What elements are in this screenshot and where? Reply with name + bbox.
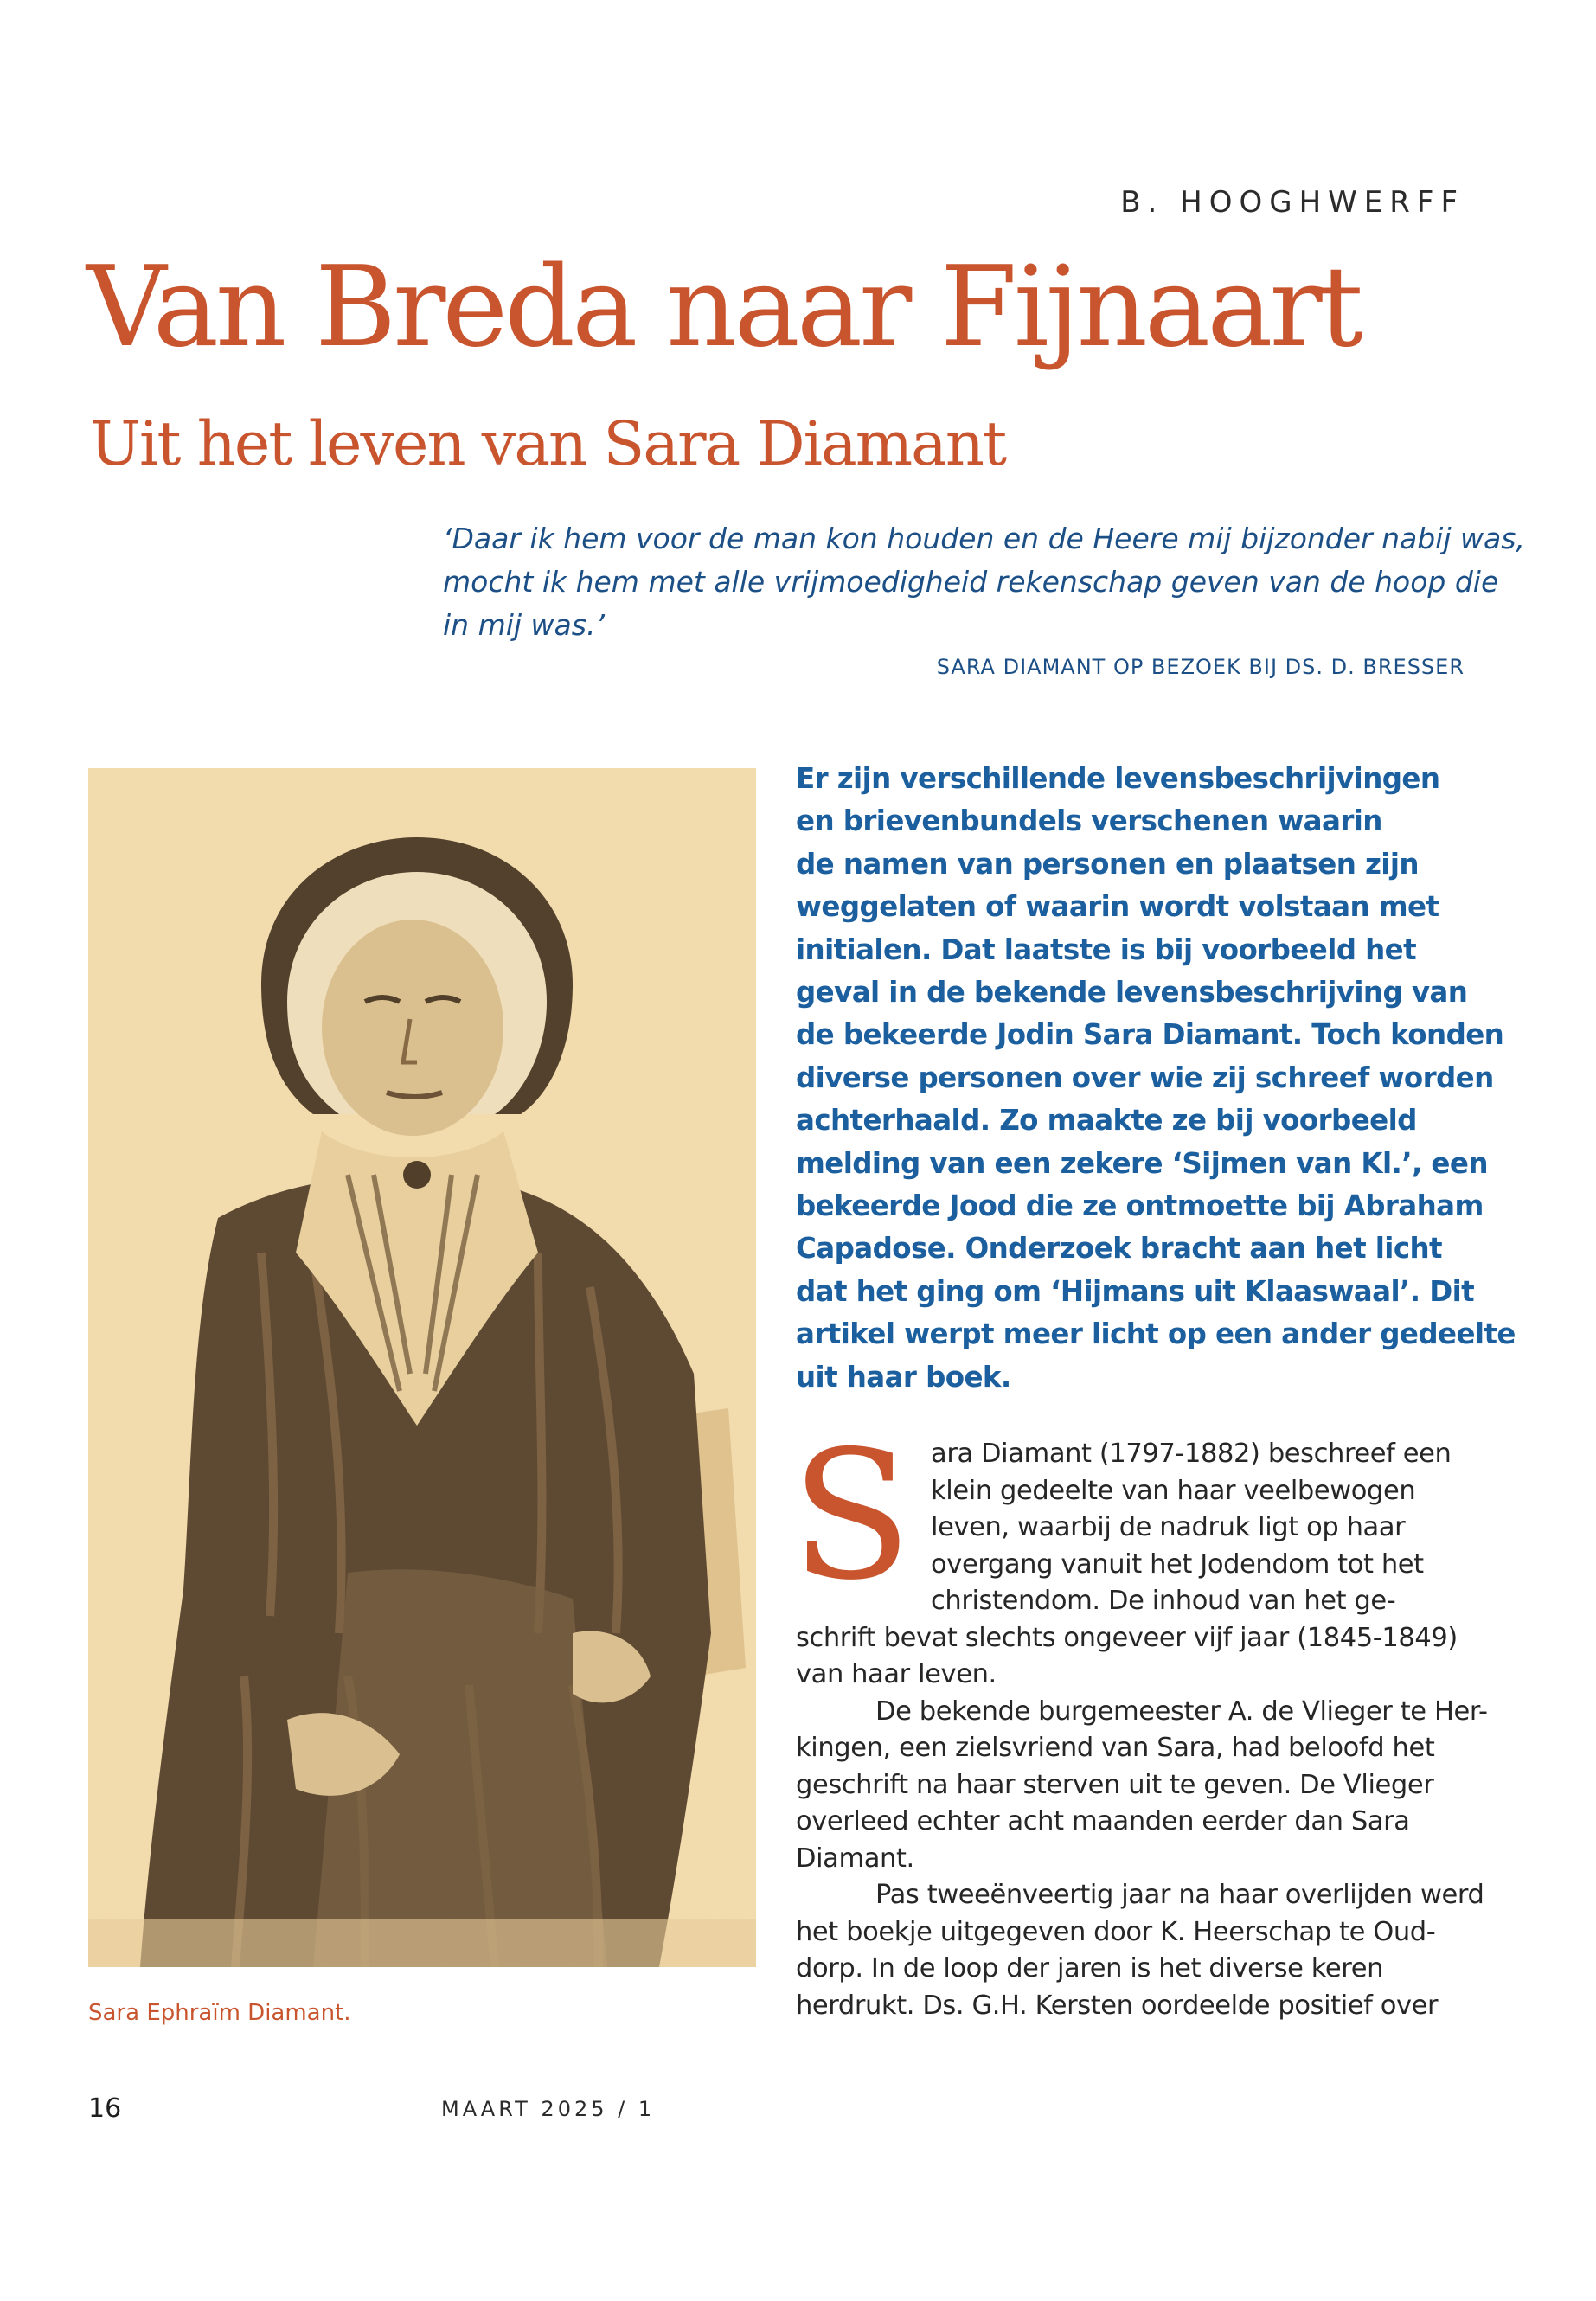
page-number: 16 [88, 2093, 122, 2124]
intro-line: uit haar boek. [796, 1360, 1011, 1394]
body-line: overgang vanuit het Jodendom tot het [931, 1548, 1424, 1580]
body-line: het boekje uitgegeven door K. Heerschap te Oud- [796, 1916, 1436, 1947]
intro-line: dat het ging om ‘Hijmans uit Klaaswaal’. Dit [796, 1274, 1475, 1308]
body-line: overleed echter acht maanden eerder dan Sara [796, 1806, 1410, 1836]
quote-source: SARA DIAMANT OP BEZOEK BIJ DS. D. BRESSER [936, 655, 1465, 679]
body-line: herdrukt. Ds. G.H. Kersten oordeelde positief over [796, 1990, 1439, 2021]
intro-line: weggelaten of waarin wordt volstaan met [796, 890, 1439, 924]
article-subtitle: Uit het leven van Sara Diamant [90, 408, 1006, 479]
intro-line: achterhaald. Zo maakte ze bij voorbeeld [796, 1104, 1417, 1138]
author-byline: B. HOOGHWERFF [1120, 185, 1465, 220]
body-line: schrift bevat slechts ongeveer vijf jaar (1845-1849) [796, 1622, 1458, 1653]
body-line: ara Diamant (1797-1882) beschreef een [931, 1439, 1452, 1469]
intro-line: initialen. Dat laatste is bij voorbeeld het [796, 933, 1417, 966]
intro-line: Er zijn verschillende levensbeschrijvingen [796, 762, 1440, 795]
intro-line: bekeerde Jood die ze ontmoette bij Abraham [796, 1189, 1484, 1223]
intro-lead [796, 758, 1516, 1399]
body-line: Diamant. [796, 1843, 914, 1874]
article-title: Van Breda naar Fijnaart [87, 243, 1361, 372]
quote-line: mocht ik hem met alle vrijmoedigheid rekenschap geven van de hoop die [443, 565, 1499, 599]
body-line: kingen, een zielsvriend van Sara, had beloofd het [796, 1733, 1435, 1763]
portrait-illustration [88, 768, 756, 1967]
intro-line: geval in de bekende levensbeschrijving van [796, 976, 1468, 1009]
body-line: klein gedeelte van haar veelbewogen [931, 1475, 1416, 1506]
portrait-photo [88, 768, 756, 1967]
intro-line: en brievenbundels verschenen waarin [796, 804, 1382, 838]
intro-line: melding van een zekere ‘Sijmen van Kl.’, een [796, 1146, 1488, 1180]
intro-line: de namen van personen en plaatsen zijn [796, 847, 1419, 881]
intro-line: diverse personen over wie zij schreef worden [796, 1061, 1494, 1094]
body-line: christendom. De inhoud van het ge- [931, 1586, 1396, 1616]
epigraph-quote [443, 517, 1525, 647]
quote-line: in mij was.’ [443, 608, 605, 642]
intro-line: Capadose. Onderzoek bracht aan het licht [796, 1232, 1442, 1266]
drop-cap: S [791, 1413, 913, 1619]
photo-caption: Sara Ephraïm Diamant. [88, 2000, 351, 2026]
quote-line: ‘Daar ik hem voor de man kon houden en de Heere mij bijzonder nabij was, [443, 522, 1525, 555]
intro-line: de bekeerde Jodin Sara Diamant. Toch konden [796, 1018, 1504, 1052]
body-line: dorp. In de loop der jaren is het diverse keren [796, 1953, 1384, 1984]
body-line: Pas tweeënveertig jaar na haar overlijden werd [875, 1880, 1484, 1910]
body-text [791, 1413, 1488, 2024]
body-paragraph [796, 1877, 1484, 2024]
body-paragraph [796, 1694, 1488, 1878]
body-line: De bekende burgemeester A. de Vlieger te Her- [875, 1695, 1488, 1727]
issue-label: MAART 2025 / 1 [441, 2097, 656, 2121]
body-line: geschrift na haar sterven uit te geven. De Vlieger [796, 1769, 1434, 1800]
body-paragraph [791, 1413, 1471, 1694]
intro-line: artikel werpt meer licht op een ander gedeelte [796, 1317, 1516, 1351]
body-line: leven, waarbij de nadruk ligt op haar [931, 1512, 1406, 1542]
body-line: van haar leven. [796, 1659, 997, 1689]
